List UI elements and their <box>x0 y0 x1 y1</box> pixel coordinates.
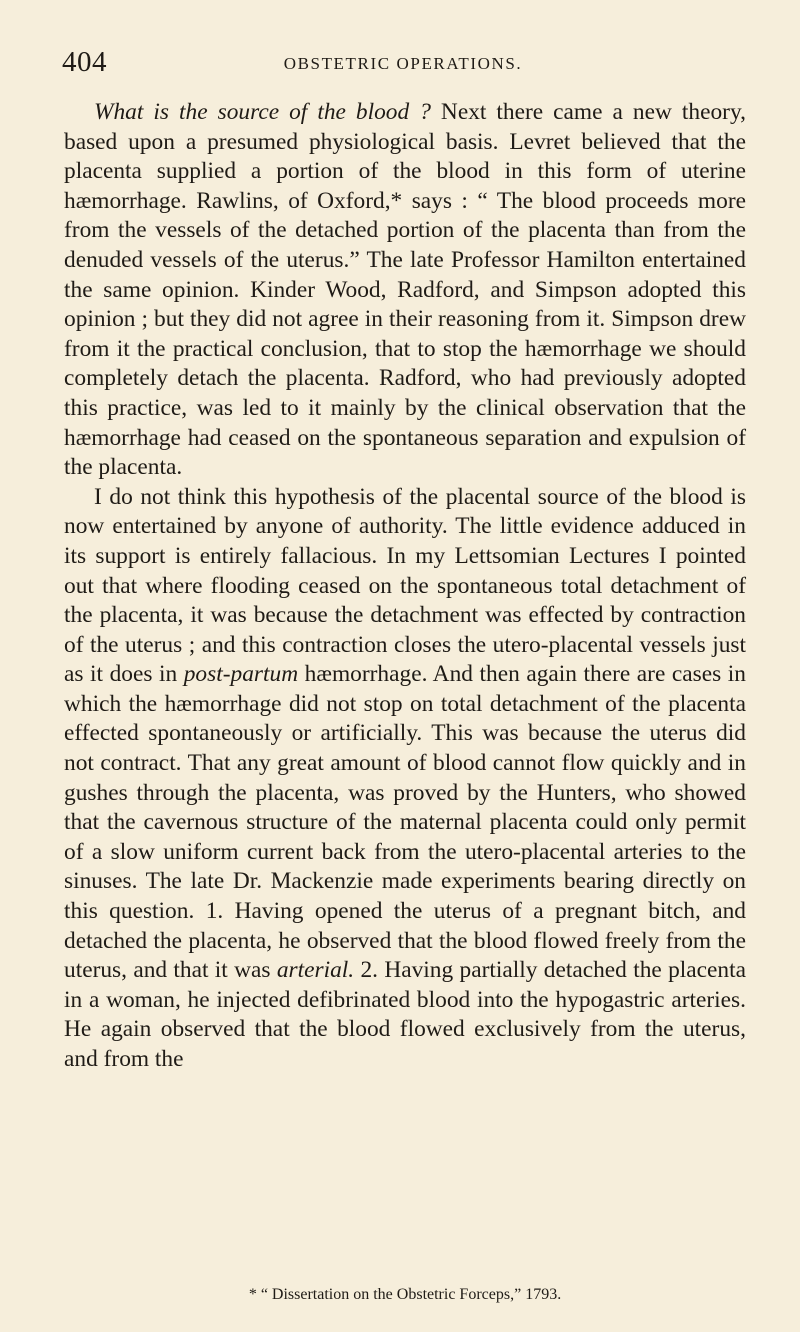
paragraph-text: 2. Having partially detached the placenta in a woman, he injected defibrinated blood into the hypogastric arteries. He again observed that the blood flowed exclusively from the uterus, and from the <box>64 957 746 1072</box>
lead-question: What is the source of the blood ? <box>94 99 431 125</box>
italic-term: post-partum <box>183 661 299 688</box>
paragraph-text: I do not think this hypothesis of the placental source of the blood is now entertained by anyone of authority. The little evidence adduced in its support is entirely fallacious. In my Lettsomian Lectures I pointed out that where flooding ceased on the spontaneous total detachment of the placenta, it was because the detachment was effected by contraction of the uterus ; and this contraction closes the utero-placental vessels just as it does in <box>64 483 746 688</box>
page-number: 404 <box>62 46 107 78</box>
body-text <box>64 98 746 1075</box>
paragraph <box>64 98 746 483</box>
italic-term: arterial. <box>276 957 355 984</box>
paragraph-text: hæmorrhage. And then again there are cases in which the hæmorrhage did not stop on total detachment of the placenta effected spontaneously or artificially. This was because the uterus did not contract. That any great amount of blood cannot flow quickly and in gushes through the placenta, was proved by the Hunters, who showed that the cavernous structure of the maternal placenta could only permit of a slow uniform current back from the utero-placental arteries to the sinuses. The late Dr. Mackenzie made experiments bearing directly on this question. 1. Having opened the uterus of a pregnant bitch, and detached the placenta, he observed that the blood flowed freely from the uterus, and that it was <box>64 661 746 984</box>
running-head <box>62 45 744 85</box>
footnote: * “ Dissertation on the Obstetric Forceps,” 1793. <box>248 1286 562 1303</box>
paragraph <box>64 483 746 1075</box>
running-title: OBSTETRIC OPERATIONS. <box>283 54 523 73</box>
paragraph-text: Next there came a new theory, based upon a presumed physiological basis. Levret believed that the placenta supplied a portion of the blood in this form of uterine hæmorrhage. Rawlins, of Oxford,* says : “ The blood proceeds more from the vessels of the detached portion of the placenta than from the denuded vessels of the uterus.” The late Professor Hamilton entertained the same opinion. Kinder Wood, Radford, and Simpson adopted this opinion ; but they did not agree in their reasoning from it. Simpson drew from it the practical conclusion, that to stop the hæmorrhage we should completely detach the placenta. Radford, who had previously adopted this practice, was led to it mainly by the clinical observation that the hæmorrhage had ceased on the spontaneous separation and expulsion of the placenta. <box>64 99 746 481</box>
